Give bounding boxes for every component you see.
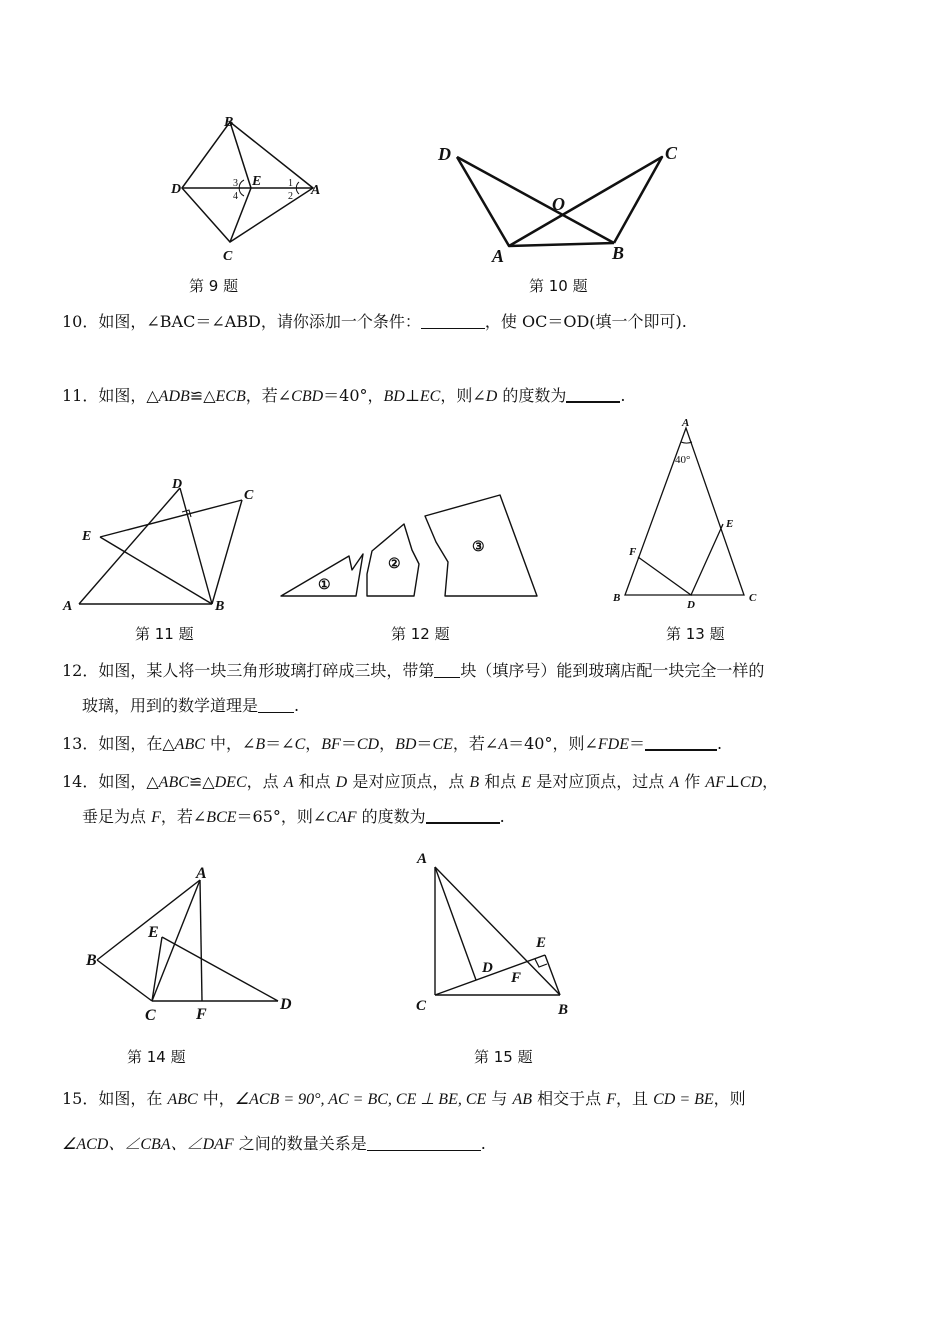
figure-11 (60, 470, 270, 620)
fig15-segment-eb (545, 955, 560, 995)
q12-piece-blank[interactable] (434, 663, 460, 678)
figure-15-caption: 第 15 题 (474, 1048, 533, 1066)
fig14-segment-ce (152, 937, 162, 1001)
figure-11-diagram (60, 470, 270, 620)
fig10-label-a: A (492, 246, 505, 266)
figure-13 (605, 412, 775, 612)
fig15-label-e: E (536, 935, 547, 951)
fig15-right-angle-mark (535, 959, 547, 967)
figure-10-diagram (432, 135, 692, 270)
figure-10 (432, 135, 692, 270)
figure-12 (276, 495, 546, 605)
q12-reason-blank[interactable] (258, 698, 294, 713)
question-12-line-1: 12．如图，某人将一块三角形玻璃打碎成三块，带第 块（填序号）能到玻璃店配一块完全一样的 (62, 661, 765, 680)
fig11-label-d: D (172, 477, 183, 492)
figure-9-diagram (165, 110, 335, 265)
question-14-line-1: 14．如图，△ABC≌△DEC，点 A 和点 D 是对应顶点，点 B 和点 E 是对应顶点，过点 A 作 AF⊥CD， (62, 772, 779, 791)
fig14-label-a: A (196, 865, 207, 882)
fig9-angle-2: 2 (288, 191, 293, 202)
fig11-label-b: B (215, 599, 225, 614)
q13-answer-blank[interactable] (645, 735, 717, 751)
figure-14 (82, 860, 312, 1025)
fig13-label-a: A (682, 417, 690, 429)
fig12-label-2: ② (388, 557, 401, 572)
fig9-label-d: D (171, 182, 182, 197)
q10-answer-blank[interactable] (421, 314, 485, 329)
fig9-angle-3: 3 (233, 178, 238, 189)
fig9-angle-1: 1 (288, 178, 293, 189)
question-14-line-2: 垂足为点 F，若∠BCE＝65°，则∠CAF 的度数为 . (82, 807, 505, 826)
fig11-label-c: C (244, 488, 254, 503)
fig11-segment-eb (100, 537, 212, 604)
fig12-label-3: ③ (472, 540, 485, 555)
fig11-segment-cb (212, 500, 242, 604)
fig15-label-a: A (417, 851, 428, 867)
fig14-label-c: C (145, 1007, 156, 1024)
question-11: 11．如图，△ADB≌△ECB，若∠CBD＝40°，BD⊥EC，则∠D 的度数为 . (62, 386, 626, 405)
fig13-arc-a (681, 442, 692, 443)
fig14-label-d: D (280, 996, 292, 1013)
figure-9-caption: 第 9 题 (189, 277, 239, 295)
question-10: 10．如图，∠BAC＝∠ABD，请你添加一个条件： ，使 OC＝OD(填一个即可). (62, 312, 687, 331)
fig15-label-f: F (511, 970, 522, 986)
fig15-label-b: B (558, 1002, 569, 1018)
figure-14-caption: 第 14 题 (127, 1048, 186, 1066)
fig11-label-e: E (82, 529, 92, 544)
fig10-label-o: O (552, 194, 565, 214)
fig10-path-acb (509, 157, 662, 246)
fig15-label-d: D (482, 960, 493, 976)
fig14-label-b: B (86, 952, 97, 969)
fig11-segment-db (180, 488, 212, 604)
fig9-label-e: E (252, 174, 262, 189)
fig9-quadrilateral (182, 122, 313, 242)
fig13-path-fde (638, 524, 723, 595)
q15-answer-blank[interactable] (367, 1136, 481, 1151)
fig15-segment-ad (435, 867, 476, 980)
figure-11-caption: 第 11 题 (135, 625, 194, 643)
fig13-angle-label: 40° (675, 454, 691, 466)
fig10-label-b: B (612, 243, 625, 263)
figure-12-diagram (276, 495, 546, 605)
figure-15-diagram (410, 845, 590, 1020)
fig13-label-c: C (749, 592, 757, 604)
q14-answer-blank[interactable] (426, 808, 500, 824)
figure-9 (165, 110, 335, 265)
fig9-angle-4: 4 (233, 191, 238, 202)
fig11-segment-ad (79, 488, 180, 604)
fig14-label-e: E (148, 924, 159, 941)
fig14-segment-ed (162, 937, 278, 1001)
question-13: 13．如图，在△ABC 中，∠B＝∠C，BF＝CD，BD＝CE，若∠A＝40°，则∠FDE＝ . (62, 734, 723, 753)
fig14-segment-bc (97, 960, 152, 1001)
fig15-label-c: C (416, 998, 427, 1014)
fig15-segment-ab (435, 867, 560, 995)
fig10-label-c: C (665, 143, 678, 163)
figure-14-diagram (82, 860, 312, 1025)
fig14-label-f: F (196, 1006, 207, 1023)
fig13-label-f: F (629, 546, 637, 558)
figure-13-diagram (605, 412, 775, 612)
fig9-label-b: B (224, 115, 234, 130)
question-12-line-2: 玻璃，用到的数学道理是 . (82, 696, 300, 715)
question-15-line-2: ∠ACD、∠CBA、∠DAF 之间的数量关系是 . (62, 1134, 486, 1153)
question-15-line-1: 15．如图，在 ABC 中，∠ACB = 90°, AC = BC, CE ⊥ BE, CE 与 AB 相交于点 F，且 CD = BE，则 (62, 1089, 746, 1108)
fig13-label-d: D (687, 599, 695, 611)
fig13-label-b: B (613, 592, 621, 604)
fig11-segment-ec (100, 500, 242, 537)
fig10-label-d: D (438, 144, 451, 164)
fig9-label-c: C (223, 249, 233, 264)
fig14-segment-af (200, 880, 202, 1001)
fig13-label-e: E (726, 518, 734, 530)
q11-answer-blank[interactable] (566, 387, 620, 403)
fig11-label-a: A (63, 599, 73, 614)
figure-12-caption: 第 12 题 (391, 625, 450, 643)
fig9-label-a: A (311, 183, 321, 198)
fig12-label-1: ① (318, 578, 331, 593)
figure-13-caption: 第 13 题 (666, 625, 725, 643)
figure-15 (410, 845, 590, 1020)
figure-10-caption: 第 10 题 (529, 277, 588, 295)
